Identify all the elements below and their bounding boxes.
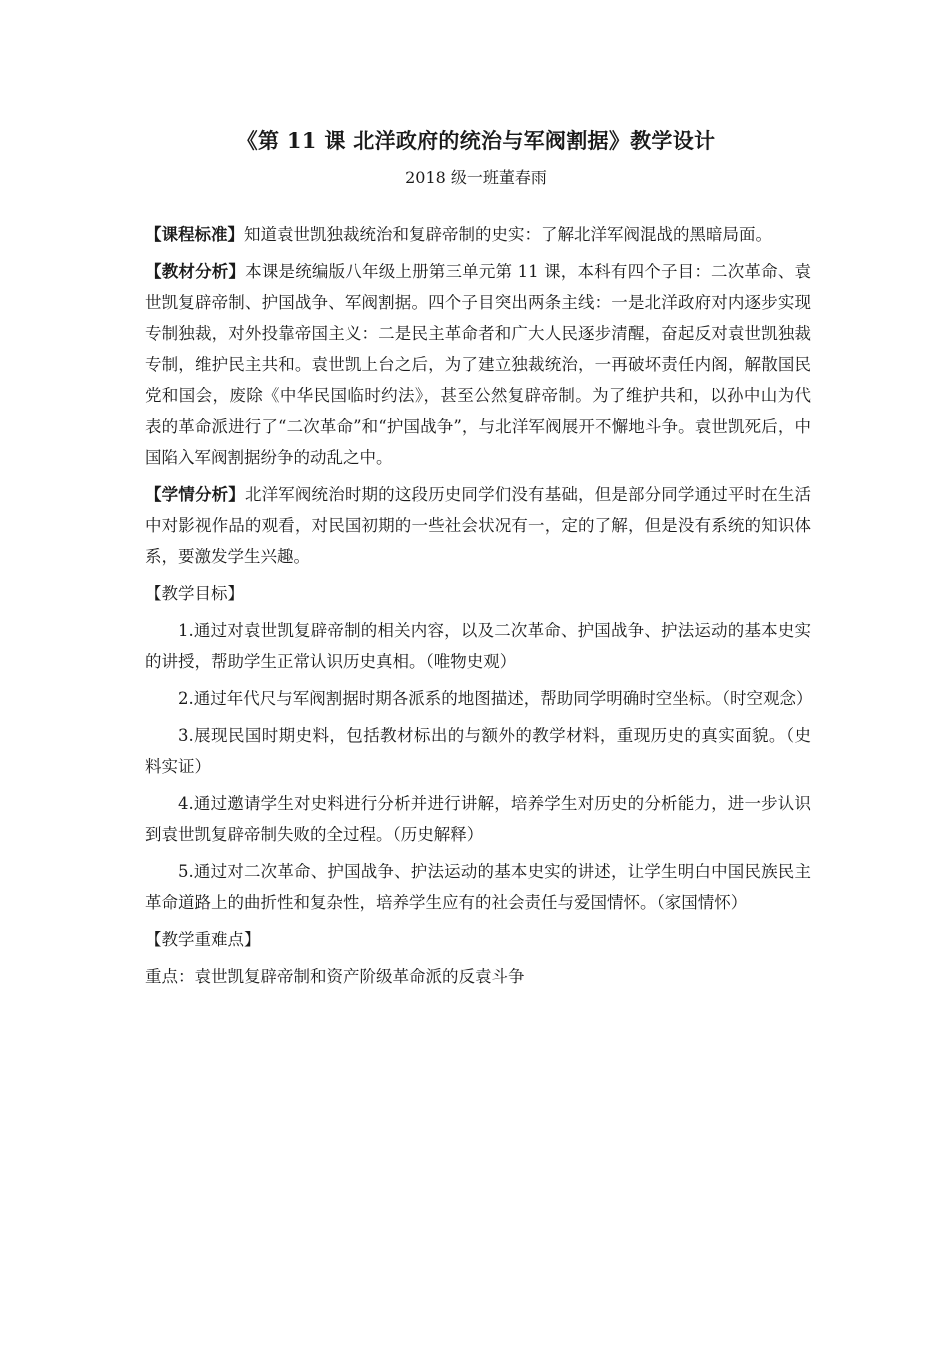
section-textbook-analysis bbox=[145, 256, 811, 473]
goal-item: 2.通过年代尺与军阀割据时期各派系的地图描述，帮助同学明确时空坐标。（时空观念） bbox=[178, 689, 813, 708]
goal-item: 5.通过对二次革命、护国战争、护法运动的基本史实的讲述，让学生明白中国民族民主革命道路上的曲折性和复杂性，培养学生应有的社会责任与爱国情怀。（家国情怀） bbox=[145, 862, 811, 912]
section-heading: 【教材分析】 bbox=[145, 262, 246, 281]
document-body bbox=[145, 219, 811, 998]
document-title: 《第 11 课 北洋政府的统治与军阀割据》教学设计 bbox=[236, 128, 716, 153]
document-author: 2018 级一班董春雨 bbox=[405, 168, 547, 187]
goal-item: 3.展现民国时期史料，包括教材标出的与额外的教学材料，重现历史的真实面貌。（史料实证） bbox=[145, 726, 811, 776]
section-text: 知道袁世凯独裁统治和复辟帝制的史实：了解北洋军阀混战的黑暗局面。 bbox=[244, 225, 772, 244]
section-student-analysis bbox=[145, 479, 811, 572]
section-text: 北洋军阀统治时期的这段历史同学们没有基础，但是部分同学通过平时在生活中对影视作品的观看，对民国初期的一些社会状况有一，定的了解，但是没有系统的知识体系，要激发学生兴趣。 bbox=[145, 485, 812, 566]
goals-heading: 【教学目标】 bbox=[145, 584, 244, 603]
goal-item: 4.通过邀请学生对史料进行分析并进行讲解，培养学生对历史的分析能力，进一步认识到袁世凯复辟帝制失败的全过程。（历史解释） bbox=[145, 794, 811, 844]
keypoint-item: 重点：袁世凯复辟帝制和资产阶级革命派的反袁斗争 bbox=[145, 967, 525, 986]
keypoints-heading: 【教学重难点】 bbox=[145, 930, 261, 949]
section-heading: 【学情分析】 bbox=[145, 485, 245, 504]
goal-item: 1.通过对袁世凯复辟帝制的相关内容，以及二次革命、护国战争、护法运动的基本史实的讲授，帮助学生正常认识历史真相。（唯物史观） bbox=[145, 621, 811, 671]
section-course-standard bbox=[145, 219, 811, 250]
section-text: 本课是统编版八年级上册第三单元第 11 课，本科有四个子目：二次革命、袁世凯复辟帝制、护国战争、军阀割据。四个子目突出两条主线：一是北洋政府对内逐步实现专制独裁，对外投靠帝国主义：二是民主革命者和广大人民逐步清醒，奋起反对袁世凯独裁专制，维护民主共和。袁世凯上台之后，为了建立独裁统治，一再破坏责任内阁，解散国民党和国会，废除《中华民国临时约法》，甚至公然复辟帝制。为了维护共和，以孙中山为代表的革命派进行了“二次革命”和“护国战争”，与北洋军阀展开不懈地斗争。袁世凯死后，中国陷入军阀割据纷争的动乱之中。 bbox=[145, 262, 811, 467]
section-heading: 【课程标准】 bbox=[145, 225, 244, 244]
